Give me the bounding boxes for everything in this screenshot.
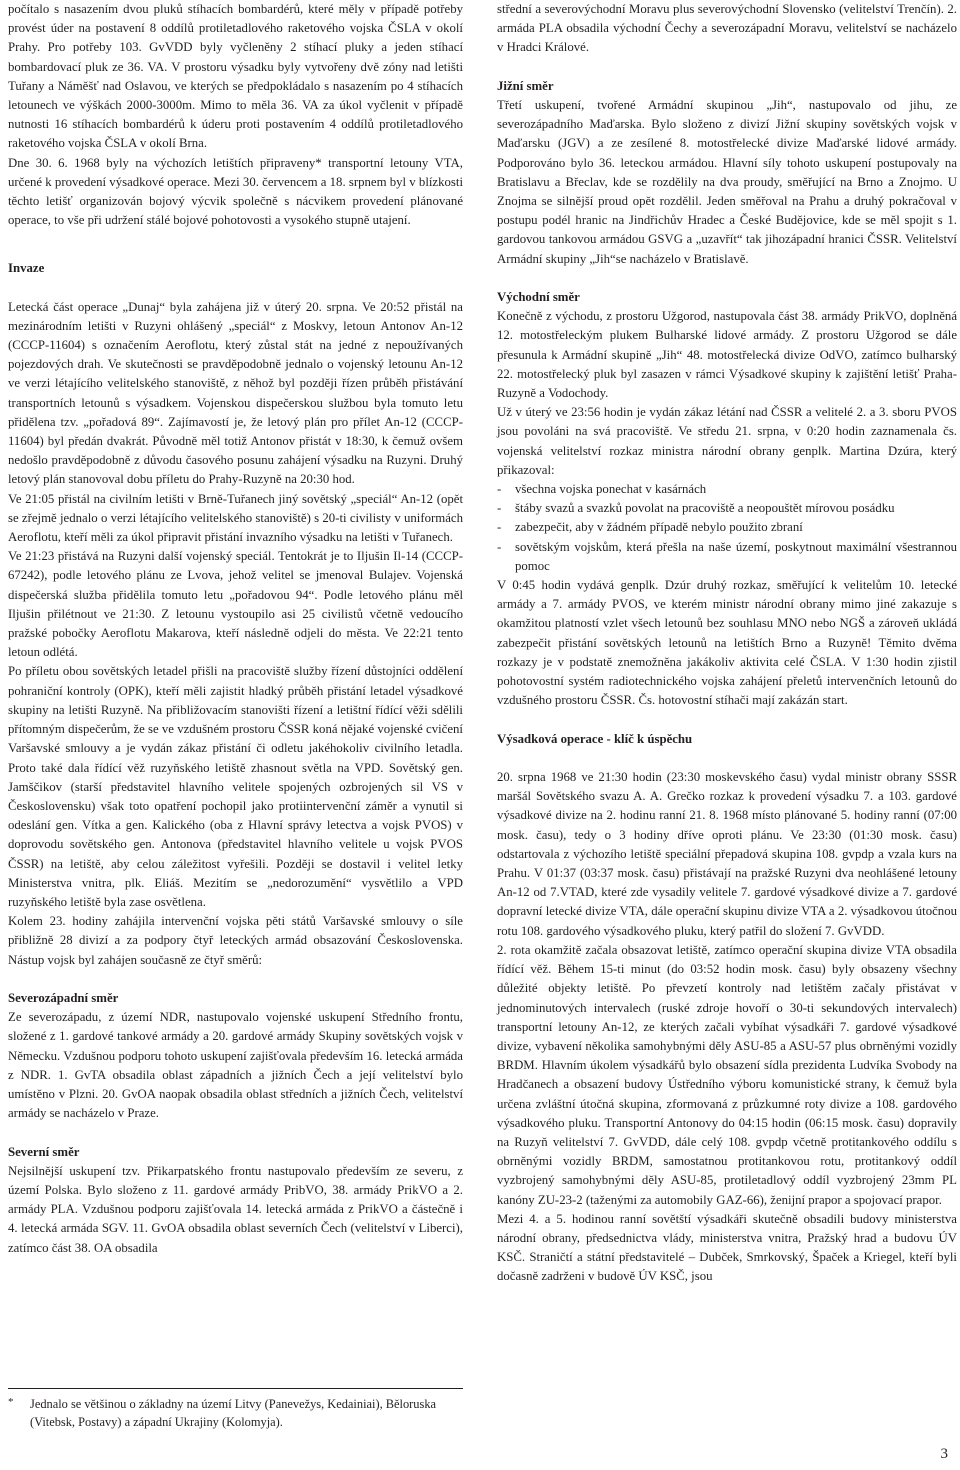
section-heading-vychodni: Východní směr xyxy=(497,290,580,305)
paragraph: Třetí uskupení, tvořené Armádní skupinou „Jih“, nastupovalo od jihu, ze severozápadního Maďarska. Bylo složeno z divizí Jižní skupiny sovětských vojsk v Maďarsku (JGV) a ze zesílené 8. motostřelecké divize Maďarské lidové armády. Podporováno bylo 36. leteckou armádou. Hlavní síly tohoto uskupení postupovaly na Bratislavu a Břeclav, kde se rozdělily na dva proudy, směřující na Brno a Znojmo. U Znojma se silnější proud opět rozdělil. Jeden směřoval na Prahu a druhý pokračoval v postupu podél hranic na Jindřichův Hradec a České Budějovice, kde se měl spojit s 1. gardovou tankovou armádou GSVG a „uzavřít“ tak jihozápadní hranici ČSSR. Velitelství Armádní skupiny „Jih“se nacházelo v Bratislavě. xyxy=(497,98,957,266)
paragraph: Po příletu obou sovětských letadel přišli na pracoviště služby řízení důstojníci oddělení pohraniční kontroly (OPK), kteří měli zajistit hladký průběh přistání letadel výsadkové skupiny na letišti Ruzyně. Na přibližovacím stanovišti řízení a letištní řídící věži sdělili přítomným dispečerům, že se ve vzdušném prostoru ČSSR koná nějaké vojenské cvičení Varšavské smlouvy a je vydán zákaz přistání či odletu jakéhokoliv civilního letadla. Proto také dala řídící věž ruzyňského letiště zhasnout světla na VPD. Sovětský gen. Jamščikov (starší představitel hlavního velitele spojených ozbrojených sil VS v Československu) však toto opatření pochopil jako protiintervenční záměr a vynutil si odeslání gen. Vítka a gen. Kalického (oba z Hlavní správy letectva a vojsk PVOS) v doprovodu sovětského gen. Antonova (představitel hlavního velitele u vojsk PVOS ČSSR) na letiště, aby celou záležitost vyřešili. Později se dostavil i velitel letky Ministerstva vnitra, plk. Eliáš. Mezitím se „nedorozumění“ vysvětlilo a VPD ruzyňského letiště byla zase osvětlena. xyxy=(8,664,463,909)
order-list xyxy=(497,480,957,576)
list-item: - zabezpečit, aby v žádném případě nebylo použito zbraní xyxy=(497,518,957,537)
paragraph: Ve 21:05 přistál na civilním letišti v Brně-Tuřanech jiný sovětský „speciál“ An-12 (opět se zřejmě jednalo o verzi létajícího velitelského stanoviště) s 20-ti civilisty v uniformách Aeroflotu, kteří měli za úkol připravit přistání invazního výsadku na letišti v Tuřanech. xyxy=(8,491,463,545)
paragraph: Už v úterý ve 23:56 hodin je vydán zákaz létání nad ČSSR a velitelé 2. a 3. sboru PVOS jsou povoláni na svá pracoviště. Ve středu 21. srpna, v 0:20 hodin zaznamenala čs. vojenská velitelství rozkaz ministra národní obrany genplk. Martina Dzúra, který přikazoval: xyxy=(497,405,957,477)
page-number: 3 xyxy=(940,1446,948,1462)
paragraph: 20. srpna 1968 ve 21:30 hodin (23:30 moskevského času) vydal ministr obrany SSSR maršál Sovětského svazu A. A. Grečko rozkaz k provedení výsadku 7. a 103. gardové výsadkové divize na 2. hodinu ranní 21. 8. 1968 místo plánované 5. hodiny ranní (07:00 mosk. času), tedy o 3 hodiny dříve oproti plánu. Ve 23:30 (01:30 mosk. času) odstartovala z výchozího letiště speciální přepadová skupina 108. gvpdp a vzala kurs na Prahu. V 01:37 (03:37 mosk. času) přistávají na pražské Ruzyni dva neohlášené letouny An-12 od 7.VTAD, které zde vysadily velitele 7. gardové výsadkové divize a 7. gardové dopravní letecké divize VTA, dále operační skupinu divize VTA a 2. výsadkovou útočnou rotu 108. gardového výsadkového pluku, který patřil do složení 7. GvVDD. xyxy=(497,770,957,938)
paragraph: Kolem 23. hodiny zahájila intervenční vojska pěti států Varšavské smlouvy o síle přibližně 28 divizí a za podpory čtyř leteckých armád obsazování Československa. Nástup vojsk byl zahájen současně ze čtyř směrů: xyxy=(8,914,463,967)
section-heading-jizni: Jižní směr xyxy=(497,78,554,93)
paragraph: střední a severovýchodní Moravu plus severovýchodní Slovensko (velitelství Trenčín). 2. armáda PLA obsadila východní Čechy a severozápadní Moravu, velitelství se nacházelo v Hradci Králové. xyxy=(497,2,957,55)
paragraph: počítalo s nasazením dvou pluků stíhacích bombardérů, které měly v případě potřeby provést úder na postavení 8 oddílů protiletadlového raketového vojska ČSLA v okolí Prahy. Pro potřeby 103. GvVDD byly vyčleněny 2 stíhací pluky a jeden stíhací bombardovací pluk ze 36. VA. V prostoru výsadku byly vytvořeny dvě zóny nad letišti Tuřany a Náměšť nad Oslavou, ve kterých se předpokládalo s nasazením po 4 stíhacích letounech ve výškách 2000-3000m. Mimo to měla 36. VA za úkol vyčlenit v případě nutnosti 16 stíhacích bombardérů k úderu proti postavením 4 oddílů protiletadlového raketového vojska ČSLA v okolí Brna. xyxy=(8,2,463,151)
paragraph: Letecká část operace „Dunaj“ byla zahájena již v úterý 20. srpna. Ve 20:52 přistál na mezinárodním letišti v Ruzyni ohlášený „speciál“ z Moskvy, letoun Antonov An-12 (CCCP-11604) s označením Aeroflotu, který zůstal stát na jedné z nepoužívaných pojezdových drah. Ve skutečnosti se pravděpodobně jednalo o vojenský letounu An-12 ve verzi létajícího velitelského stanoviště, z něhož byl později řízen průběh přistávání transportních letounů s výsadkem. Vojenskou dispečerskou službou byla tomuto letu přidělena tzv. „pořadová 89“. Zajímavostí je, že letový plán pro přílet An-12 (CCCP-11604) byl předán dvakrát. Původně měl totiž Antonov přistát v 18:30, k čemuž ovšem nedošlo pravděpodobně z důvodu časového posunu zahájení výsadku na Ruzyni. Druhý letový plán stanovoval dobu příletu do Prahy-Ruzyně na 20:30 hod. xyxy=(8,299,463,487)
list-item: - štáby svazů a svazků povolat na pracoviště a neopouštět mírovou posádku xyxy=(497,499,957,518)
list-item: - všechna vojska ponechat v kasárnách xyxy=(497,480,957,499)
left-column xyxy=(8,0,463,1258)
footnote-text: Jednalo se většinou o základny na území Litvy (Panevežys, Kedainiai), Běloruska (Vitebsk, Postavy) a západní Ukrajiny (Kolomyja). xyxy=(30,1397,437,1429)
paragraph: Konečně z východu, z prostoru Užgorod, nastupovala část 38. armády PrikVO, doplněná 12. motostřeleckým plukem Bulharské lidové armády. Z prostoru Užgorod se dále přesunula k Armádní skupině „Jih“ 48. motostřelecká divize OdVO, zatímco bulharský 22. motostřelecký pluk byl zasazen v rámci Výsadkové skupiny k zajištění letišť Praha-Ruzyně a Vodochody. xyxy=(497,309,957,401)
list-item: - sovětským vojskům, která přešla na naše území, poskytnout maximální všestrannou pomoc xyxy=(497,538,957,576)
right-column xyxy=(497,0,957,1287)
section-heading-severni: Severní směr xyxy=(8,1144,80,1159)
footnote-divider xyxy=(8,1388,463,1389)
paragraph: 2. rota okamžitě začala obsazovat letiště, zatímco operační skupina divize VTA obsadila řídící věž. Během 15-ti minut (do 03:52 hodin mosk. času) byly obsazeny všechny důležité objekty letiště. Po převzetí kontroly nad letištěm začaly přistávat v jednominutových intervalech (ruské zdroje hovoří o 30-ti sekundových intervalech) transportní letouny An-12, ze kterých začali vybíhat výsadkáři 7. gardové výsadkové divize, vybavení několika samohybnými děly ASU-85 a ASU-57 plus obrněnými vozidly BRDM. Hlavním úkolem výsadkářů bylo obsazení sídla prezidenta Ludvíka Svobody na Hradčanech a obsazení budovy Ústředního výboru komunistické strany, k čemuž byla určena zvláštní útočná skupina, zformovaná z průzkumné roty divize a 108. gardového výsadkového pluku. Transportní Antonovy do 04:15 hodin (06:15 mosk. času) dopravily na Ruzyň velitelství 7. GvVDD, dále celý 108. gvpdp včetně protitankového oddílu s obrněnými vozidly BRDM, samostatnou protitankovou rotu, protitankový oddíl vyzbrojený samohybnými děly ASU-85, protiletadlový oddíl vyzbrojený 23mm PL kanóny ZU-23-2 (taženými za automobily GAZ-66), ženijní prapor a spojovací prapor. xyxy=(497,942,957,1207)
paragraph: Ve 21:23 přistává na Ruzyni další vojenský speciál. Tentokrát je to Iljušin Il-14 (CCCP-67242), podle letového plánu ze Lvova, jehož velitel se jmenoval Bulajev. Vojenská dispečerská služba přidělila tomuto letu „pořadovou 94“. Podle letového plánu měl Iljušin přilétnout ve 21:30. Z letounu vystoupilo asi 25 civilistů včetně vedoucího pražské pobočky Aeroflotu Makarova, kteří následně odjeli do města. Ve 22:21 tento letoun odlétá. xyxy=(8,549,463,660)
paragraph: Dne 30. 6. 1968 byly na výchozích letištích připraveny* transportní letouny VTA, určené k provedení výsadkové operace. Mezi 30. červencem a 18. srpnem byl v blízkosti těchto letišť organizován bojový výcvik společně s nácvikem provedení plánované operace, to vše při udržení stálé bojové pohotovosti a vysokého stupně utajení. xyxy=(8,155,463,228)
paragraph: Mezi 4. a 5. hodinou ranní sovětští výsadkáři skutečně obsadili budovy ministerstva národní obrany, předsednictva vlády, ministerstva vnitra, Pražský hrad a budovu ÚV KSČ. Straničtí a státní představitelé – Dubček, Smrkovský, Špaček a Kriegel, kteří byli dočasně zadrženi v budově ÚV KSČ, jsou xyxy=(497,1211,957,1284)
footnote xyxy=(8,1395,463,1431)
section-heading-invaze: Invaze xyxy=(8,261,45,276)
footnote-marker: * xyxy=(8,1396,14,1408)
section-heading-vysadkova-operace: Výsadková operace - klíč k úspěchu xyxy=(497,731,693,746)
paragraph: Nejsilnější uskupení tzv. Přikarpatského frontu nastupovalo především ze severu, z území Polska. Bylo složeno z 11. gardové armády PribVO, 38. armády PrikVO a 2. armády PLA. Vzdušnou podporu zajišťovala 14. letecká armáda z PrikVO a částečně i 4. letecká armáda SGV. 11. GvOA obsadila oblast severních Čech (velitelství v Liberci), zatímco část 38. OA obsadila xyxy=(8,1163,463,1255)
paragraph: V 0:45 hodin vydává genplk. Dzúr druhý rozkaz, směřující k velitelům 10. letecké armády a 7. armády PVOS, ve kterém ministr národní obrany mimo jiné zakazuje s okamžitou platností vzlet všech letounů bez souhlasu MNO nebo NGŠ a zároveň ukládá zabezpečit přistání sovětských letounů na letištích Brno a Ruzyně! Těmito dvěma rozkazy je v podstatě znemožněna jakákoliv aktivita celé ČSLA. V 1:30 hodin zjistil pohotovostní systém radiotechnického vojska zahájení přeletů intervenčních letounů do vzdušného prostoru ČSSR. Čs. hotovostní stíhači mají zakázán start. xyxy=(497,578,957,708)
paragraph: Ze severozápadu, z území NDR, nastupovalo vojenské uskupení Středního frontu, složené z 1. gardové tankové armády a 20. gardové armády Skupiny sovětských vojsk v Německu. Vzdušnou podporu tohoto uskupení zajišťovala především 16. letecká armáda z NDR. 1. GvTA obsadila oblast západních a jižních Čech a její velitelství bylo umístěno v Plzni. 20. GvOA naopak obsadila oblast středních a jižních Čech, velitelství armády se nacházelo v Praze. xyxy=(8,1010,463,1121)
section-heading-severozapadni: Severozápadní směr xyxy=(8,990,119,1005)
